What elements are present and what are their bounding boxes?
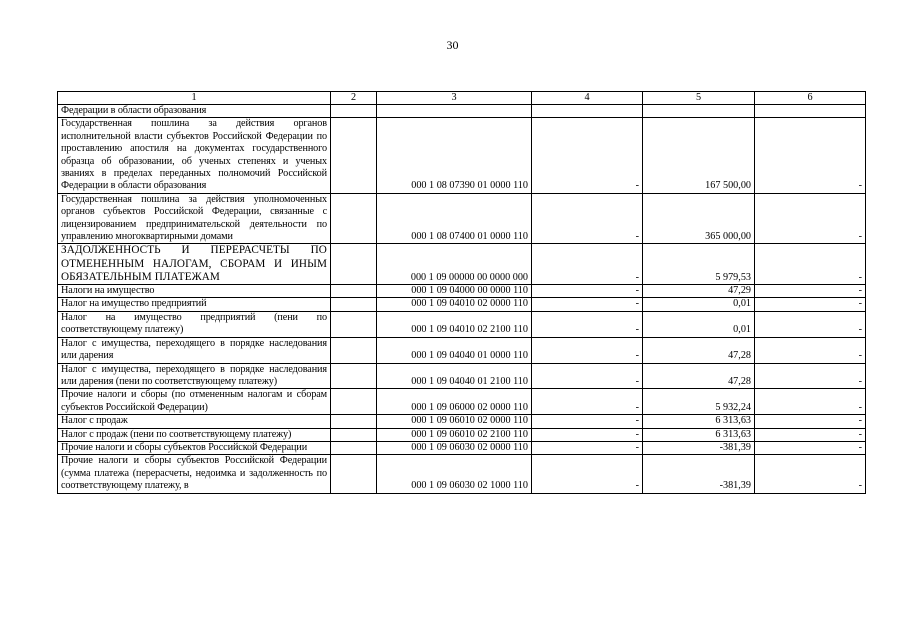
row-col4-cell: - xyxy=(532,311,643,337)
table-row xyxy=(58,244,866,285)
budget-table xyxy=(57,91,866,494)
row-col6-cell: - xyxy=(755,118,866,193)
row-amount-cell: 365 000,00 xyxy=(643,193,755,244)
row-col4-cell: - xyxy=(532,455,643,493)
page-number: 30 xyxy=(446,38,459,52)
row-col4-cell: - xyxy=(532,389,643,415)
row-code-cell: 000 1 09 04040 01 0000 110 xyxy=(377,337,532,363)
table-row xyxy=(58,455,866,493)
row-name-cell: ЗАДОЛЖЕННОСТЬ И ПЕРЕРАСЧЕТЫ ПО ОТМЕНЕННЫМ НАЛОГАМ, СБОРАМ И ИНЫМ ОБЯЗАТЕЛЬНЫМ ПЛАТЕЖАМ xyxy=(58,244,331,285)
row-col2-cell xyxy=(331,441,377,454)
row-code-cell: 000 1 09 04010 02 0000 110 xyxy=(377,298,532,311)
row-code-cell: 000 1 09 06010 02 2100 110 xyxy=(377,428,532,441)
row-amount-cell: 47,29 xyxy=(643,285,755,298)
row-col4-cell xyxy=(532,105,643,118)
table-row xyxy=(58,285,866,298)
row-name-cell: Прочие налоги и сборы (по отмененным налогам и сборам субъектов Российской Федерации) xyxy=(58,389,331,415)
row-col4-cell: - xyxy=(532,337,643,363)
row-col2-cell xyxy=(331,118,377,193)
column-header-3: 3 xyxy=(377,92,532,105)
row-name-cell: Прочие налоги и сборы субъектов Российской Федерации (сумма платежа (перерасчеты, недоимка и задолженность по соответствующему платежу, в xyxy=(58,455,331,493)
row-col2-cell xyxy=(331,455,377,493)
row-col4-cell: - xyxy=(532,298,643,311)
row-col4-cell: - xyxy=(532,415,643,428)
row-amount-cell: 47,28 xyxy=(643,363,755,389)
row-name-cell: Налог на имущество предприятий (пени по соответствующему платежу) xyxy=(58,311,331,337)
row-col2-cell xyxy=(331,298,377,311)
row-name-cell: Налог с продаж (пени по соответствующему платежу) xyxy=(58,428,331,441)
row-code-cell: 000 1 09 04010 02 2100 110 xyxy=(377,311,532,337)
row-code-cell xyxy=(377,105,532,118)
row-col6-cell xyxy=(755,105,866,118)
row-amount-cell: -381,39 xyxy=(643,455,755,493)
header-row xyxy=(58,92,866,105)
table-row xyxy=(58,193,866,244)
row-name-cell: Налог с продаж xyxy=(58,415,331,428)
row-amount-cell: 47,28 xyxy=(643,337,755,363)
row-name-cell: Налог на имущество предприятий xyxy=(58,298,331,311)
row-col6-cell: - xyxy=(755,193,866,244)
column-header-2: 2 xyxy=(331,92,377,105)
row-col2-cell xyxy=(331,363,377,389)
row-col6-cell: - xyxy=(755,389,866,415)
row-col2-cell xyxy=(331,428,377,441)
row-col6-cell: - xyxy=(755,285,866,298)
row-col6-cell: - xyxy=(755,311,866,337)
row-amount-cell: 0,01 xyxy=(643,298,755,311)
table-row xyxy=(58,428,866,441)
row-code-cell: 000 1 09 06030 02 0000 110 xyxy=(377,441,532,454)
row-code-cell: 000 1 09 00000 00 0000 000 xyxy=(377,244,532,285)
row-amount-cell: 5 932,24 xyxy=(643,389,755,415)
column-header-1: 1 xyxy=(58,92,331,105)
row-amount-cell xyxy=(643,105,755,118)
row-col4-cell: - xyxy=(532,118,643,193)
row-col2-cell xyxy=(331,415,377,428)
table-row xyxy=(58,415,866,428)
row-col6-cell: - xyxy=(755,428,866,441)
row-name-cell: Налоги на имущество xyxy=(58,285,331,298)
row-col4-cell: - xyxy=(532,244,643,285)
row-col2-cell xyxy=(331,244,377,285)
row-code-cell: 000 1 09 04040 01 2100 110 xyxy=(377,363,532,389)
row-col2-cell xyxy=(331,105,377,118)
row-col2-cell xyxy=(331,193,377,244)
table-row xyxy=(58,298,866,311)
row-col6-cell: - xyxy=(755,244,866,285)
row-col6-cell: - xyxy=(755,455,866,493)
row-name-cell: Налог с имущества, переходящего в порядке наследования или дарения xyxy=(58,337,331,363)
row-col4-cell: - xyxy=(532,363,643,389)
row-col4-cell: - xyxy=(532,193,643,244)
row-col6-cell: - xyxy=(755,415,866,428)
row-name-cell: Государственная пошлина за действия органов исполнительной власти субъектов Российской Федерации по проставлению апостиля на документах государственного образца об образовании, об ученых степенях и ученых званиях в пределах переданных полномочий Российской Федерации в области образования xyxy=(58,118,331,193)
column-header-4: 4 xyxy=(532,92,643,105)
row-col6-cell: - xyxy=(755,441,866,454)
table-row xyxy=(58,105,866,118)
table-row xyxy=(58,337,866,363)
row-amount-cell: 5 979,53 xyxy=(643,244,755,285)
row-col4-cell: - xyxy=(532,285,643,298)
row-code-cell: 000 1 08 07400 01 0000 110 xyxy=(377,193,532,244)
row-code-cell: 000 1 09 06010 02 0000 110 xyxy=(377,415,532,428)
row-col2-cell xyxy=(331,311,377,337)
row-col4-cell: - xyxy=(532,441,643,454)
table-row xyxy=(58,441,866,454)
row-code-cell: 000 1 09 04000 00 0000 110 xyxy=(377,285,532,298)
row-amount-cell: -381,39 xyxy=(643,441,755,454)
row-name-cell: Прочие налоги и сборы субъектов Российской Федерации xyxy=(58,441,331,454)
row-name-cell: Федерации в области образования xyxy=(58,105,331,118)
row-amount-cell: 0,01 xyxy=(643,311,755,337)
column-header-5: 5 xyxy=(643,92,755,105)
row-amount-cell: 6 313,63 xyxy=(643,415,755,428)
row-name-cell: Государственная пошлина за действия уполномоченных органов субъектов Российской Федерации, связанные с лицензированием предпринимательской деятельности по управлению многоквартирными домами xyxy=(58,193,331,244)
row-col2-cell xyxy=(331,285,377,298)
row-col6-cell: - xyxy=(755,363,866,389)
row-col2-cell xyxy=(331,389,377,415)
row-name-cell: Налог с имущества, переходящего в порядке наследования или дарения (пени по соответствующему платежу) xyxy=(58,363,331,389)
table-row xyxy=(58,311,866,337)
table-row xyxy=(58,389,866,415)
row-amount-cell: 6 313,63 xyxy=(643,428,755,441)
row-amount-cell: 167 500,00 xyxy=(643,118,755,193)
row-col6-cell: - xyxy=(755,337,866,363)
table-row xyxy=(58,118,866,193)
row-col4-cell: - xyxy=(532,428,643,441)
row-col6-cell: - xyxy=(755,298,866,311)
row-code-cell: 000 1 08 07390 01 0000 110 xyxy=(377,118,532,193)
row-col2-cell xyxy=(331,337,377,363)
row-code-cell: 000 1 09 06000 02 0000 110 xyxy=(377,389,532,415)
table-row xyxy=(58,363,866,389)
row-code-cell: 000 1 09 06030 02 1000 110 xyxy=(377,455,532,493)
column-header-6: 6 xyxy=(755,92,866,105)
